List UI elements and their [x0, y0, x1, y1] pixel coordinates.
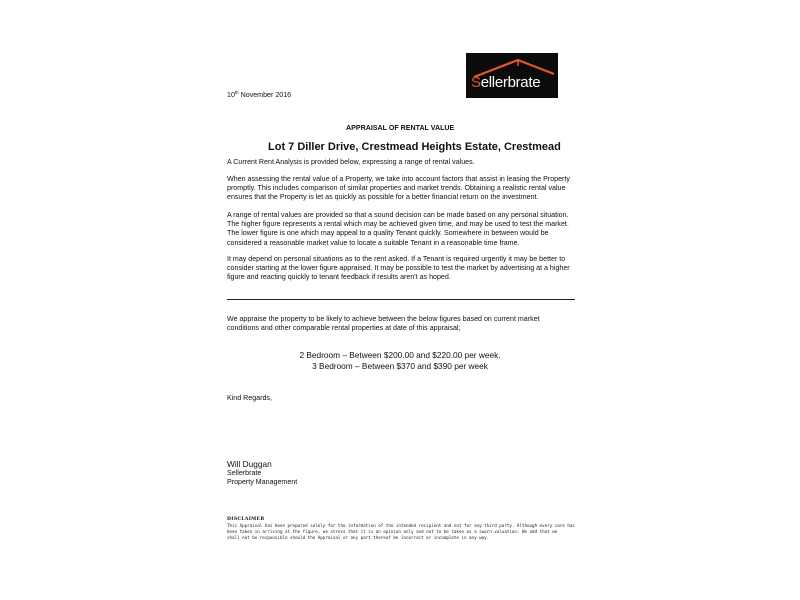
assessment-paragraph: When assessing the rental value of a Property, we take into account factors that assist in leasing the Property promptly. This includes comparison of similar properties and market trends. Obtaining a realistic rental value ensures that the Property is let as quickly as possible for a better financial return on the investment. [227, 175, 570, 202]
document-heading: APPRAISAL OF RENTAL VALUE [346, 124, 455, 132]
section-divider [227, 299, 575, 300]
figure-3-bedroom: 3 Bedroom – Between $370 and $390 per week [312, 361, 488, 371]
situation-paragraph: It may depend on personal situations as to the rent asked. If a Tenant is required urgently it may be better to consider starting at the lower figure appraised. It may be possible to test the market by advertising at a higher figure and reacting quickly to tenant feedback if results aren't as hoped. [227, 255, 570, 282]
sellerbrate-logo [466, 53, 558, 98]
range-paragraph: A range of rental values are provided so that a sound decision can be made based on any personal situation. The higher figure represents a rental which may be achieved given time, and may be used to test the market. The lower figure is one which may appeal to a quality Tenant quickly. Somewhere in between would be considered a reasonable market value to locate a suitable Tenant in a reasonable time frame. [227, 211, 569, 247]
signature-department: Property Management [227, 478, 298, 486]
letter-date: 10th November 2016 [227, 90, 292, 99]
signature-company: Sellerbrate [227, 469, 262, 477]
signature-name: Will Duggan [227, 459, 272, 469]
figure-2-bedroom: 2 Bedroom – Between $200.00 and $220.00 per week. [299, 350, 501, 360]
property-title: Lot 7 Diller Drive, Crestmead Heights Estate, Crestmead [268, 141, 561, 153]
disclaimer-heading: DISCLAIMER [227, 517, 265, 522]
intro-paragraph: A Current Rent Analysis is provided below, expressing a range of rental values. [227, 158, 475, 166]
appraisal-statement: We appraise the property to be likely to achieve between the below figures based on current market conditions and other comparable rental properties at date of this appraisal; [227, 315, 540, 333]
disclaimer-text: This Appraisal has been prepared solely for the information of the intended recipient and not for any third party. Although every care has been taken in arriving at the figure, we stress that it is an opinion only and not to be taken as a sworn valuation. We add that we shall not be responsible should the Appraisal or any part thereof be incorrect or incomplete in any way. [227, 523, 575, 540]
logo-wordmark: Sellerbrate [471, 74, 541, 91]
closing: Kind Regards, [227, 394, 272, 402]
